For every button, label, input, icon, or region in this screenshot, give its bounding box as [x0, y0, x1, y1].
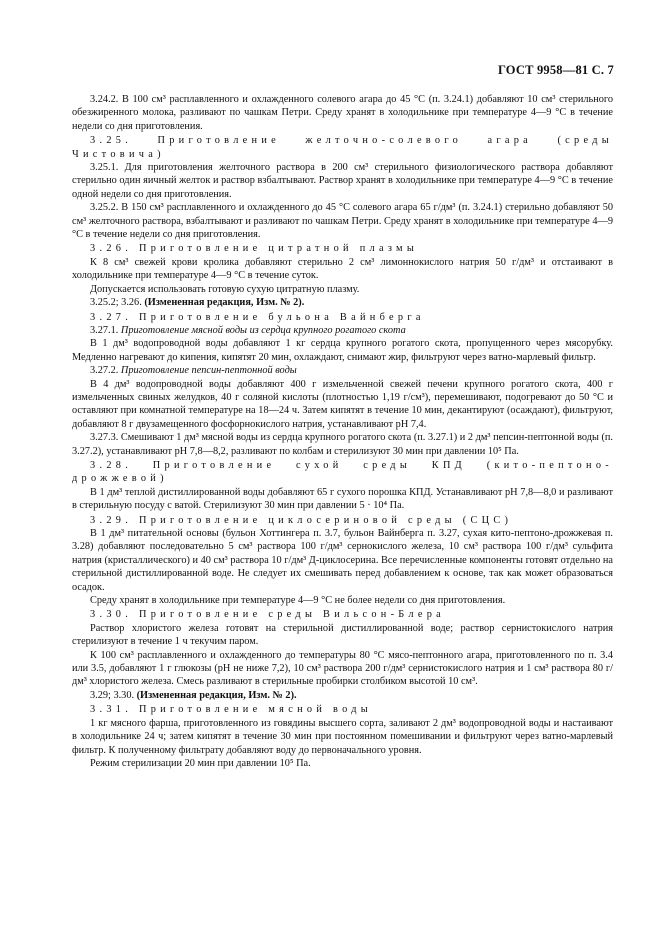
- section-heading: 3.25. Приготовление желточно-солевого агара (среды Чистовича): [72, 135, 613, 160]
- paragraph: К 100 см³ расплавленного и охлажденного до температуры 80 °С мясо-пептонного агара, приготовленного по п. 3.4 или 3.5, добавляют 1 г глюкозы (pH не ниже 7,2), 10 см³ раствора 200 г/дм³ сернистокислого натрия и 1 см³ раствора 80 г/дм³ хлористого железа. Смесь разливают в стерильные пробирки столбиком высотой 10 см³.: [72, 649, 613, 688]
- paragraph: В 1 дм³ питательной основы (бульон Хоттингера п. 3.7, бульон Вайнберга п. 3.27, сухая кито-пептоно-дрожжевая п. 3.28) добавляют последовательно 5 см³ раствора 100 г/дм³ сернокислого железа, 10 см³ раствора 100 г/дм³ сульфита натрия (кристаллического) и 40 см³ раствора 10 г/дм³ Д-циклосерина. Все перечисленные компоненты готовят отдельно на стерильной дистиллированной воде. Не следует их смешивать перед добавлением к основе, так как может образоваться осадок.: [72, 528, 613, 593]
- paragraph: Режим стерилизации 20 мин при давлении 10⁵ Па.: [90, 757, 311, 769]
- document-body: [72, 93, 613, 770]
- paragraph: 3.27.3. Смешивают 1 дм³ мясной воды из сердца крупного рогатого скота (п. 3.27.1) и 2 дм³ пепсин-пептонной воды (п. 3.27.2), устанавливают pH 7,8—8,2, разливают по колбам и стерилизуют 30 мин при давлении 10⁵ Па.: [72, 432, 613, 457]
- paragraph: 3.24.2. В 100 см³ расплавленного и охлажденного солевого агара до 45 °С (п. 3.24.1) добавляют 10 см³ стерильного обезжиренного молока, разливают по чашкам Петри. Среду хранят в холодильнике при температуре 4—9 °С в течение недели со дня приготовления.: [72, 94, 613, 132]
- page-header: ГОСТ 9958—81 С. 7: [497, 63, 614, 77]
- paragraph: В 1 дм³ водопроводной воды добавляют 1 кг сердца крупного рогатого скота, пропущенного через мясорубку. Медленно нагревают до кипения, кипятят 20 мин, охлаждают, снимают жир, фильтруют через ватно-марлевый фильтр.: [72, 338, 613, 363]
- paragraph: В 4 дм³ водопроводной воды добавляют 400 г измельченной свежей печени крупного рогатого скота, 400 г измельченных свиных желудков, 40 г соляной кислоты (плотностью 1,19 г/см³), перемешивают, подогревают до 50 °С и оставляют при комнатной температуре на 18—24 ч. Затем кипятят в течение 10 мин, декантируют (осаждают), фильтруют, добавляют 8 г двузамещенного фосфорнокислого натрия, устанавливают pH 7,4.: [72, 378, 613, 430]
- subsection-number: 3.27.1.: [90, 324, 121, 336]
- paragraph: Среду хранят в холодильнике при температуре 4—9 °С не более недели со дня приготовления.: [90, 595, 506, 607]
- subsection-heading: [72, 324, 613, 337]
- subsection-title: Приготовление пепсин-пептонной воды: [120, 365, 297, 377]
- paragraph: Допускается использовать готовую сухую цитратную плазму.: [90, 283, 360, 295]
- paragraph: 3.25.2. В 150 см³ расплавленного и охлажденного до 45 °С солевого агара 65 г/дм³ (п. 3.24.1) стерильно добавляют 50 см³ желточного раствора, взбалтывают и разливают по чашкам Петри. Среду хранят в холодильнике при температуре 4—9 °С в течение недели со дня приготовления.: [72, 202, 613, 241]
- paragraph: 3.25.1. Для приготовления желточного раствора в 200 см³ стерильного физиологического раствора добавляют стерильно один яичный желток и раствор взбалтывают. Раствор хранят в холодильнике при температуре 4—9 °С в течение одной недели со дня приготовления.: [72, 162, 613, 200]
- section-heading: 3.30. Приготовление среды Вильсон-Блера: [90, 609, 446, 621]
- paragraph: К 8 см³ свежей крови кролика добавляют стерильно 2 см³ лимоннокислого натрия 50 г/дм³ и отстаивают в холодильнике при температуре 4—9 °С в течение суток.: [72, 256, 613, 282]
- paragraph: Раствор хлористого железа готовят на стерильной дистиллированной воде; раствор сернистокислого натрия стерилизуют в течение 1 ч текучим паром.: [72, 622, 613, 648]
- amendment-note: [72, 296, 613, 309]
- subsection-heading: [72, 364, 613, 377]
- section-heading: 3.27. Приготовление бульона Вайнберга: [90, 311, 425, 323]
- section-heading: 3.29. Приготовление циклосериновой среды (СЦС): [90, 514, 513, 526]
- amendment-note: [72, 689, 613, 702]
- amendment-ref: 3.29; 3.30.: [90, 689, 137, 701]
- section-heading: 3.31. Приготовление мясной воды: [90, 704, 373, 716]
- paragraph: В 1 дм³ теплой дистиллированной воды добавляют 65 г сухого порошка КПД. Устанавливают pH 7,8—8,0 и разливают в стерильную посуду с ватой. Стерилизуют 30 мин при давлении 5 · 10⁴ Па.: [72, 486, 613, 512]
- section-heading: 3.26. Приготовление цитратной плазмы: [90, 243, 419, 255]
- amendment-text: (Измененная редакция, Изм. № 2).: [136, 689, 297, 701]
- section-heading: 3.28. Приготовление сухой среды КПД (кито-пептоно-дрожжевой): [72, 459, 613, 485]
- paragraph: 1 кг мясного фарша, приготовленного из говядины высшего сорта, заливают 2 дм³ водопроводной воды и настаивают в холодильнике 24 ч; затем кипятят в течение 30 мин при постоянном помешивании и фильтруют через ватно-марлевый фильтр. К полученному фильтрату добавляют воду до первоначального уровня.: [72, 717, 613, 756]
- subsection-number: 3.27.2.: [90, 365, 121, 377]
- amendment-text: (Измененная редакция, Изм. № 2).: [144, 297, 305, 309]
- amendment-ref: 3.25.2; 3.26.: [90, 297, 145, 309]
- subsection-title: Приготовление мясной воды из сердца крупного рогатого скота: [120, 324, 406, 336]
